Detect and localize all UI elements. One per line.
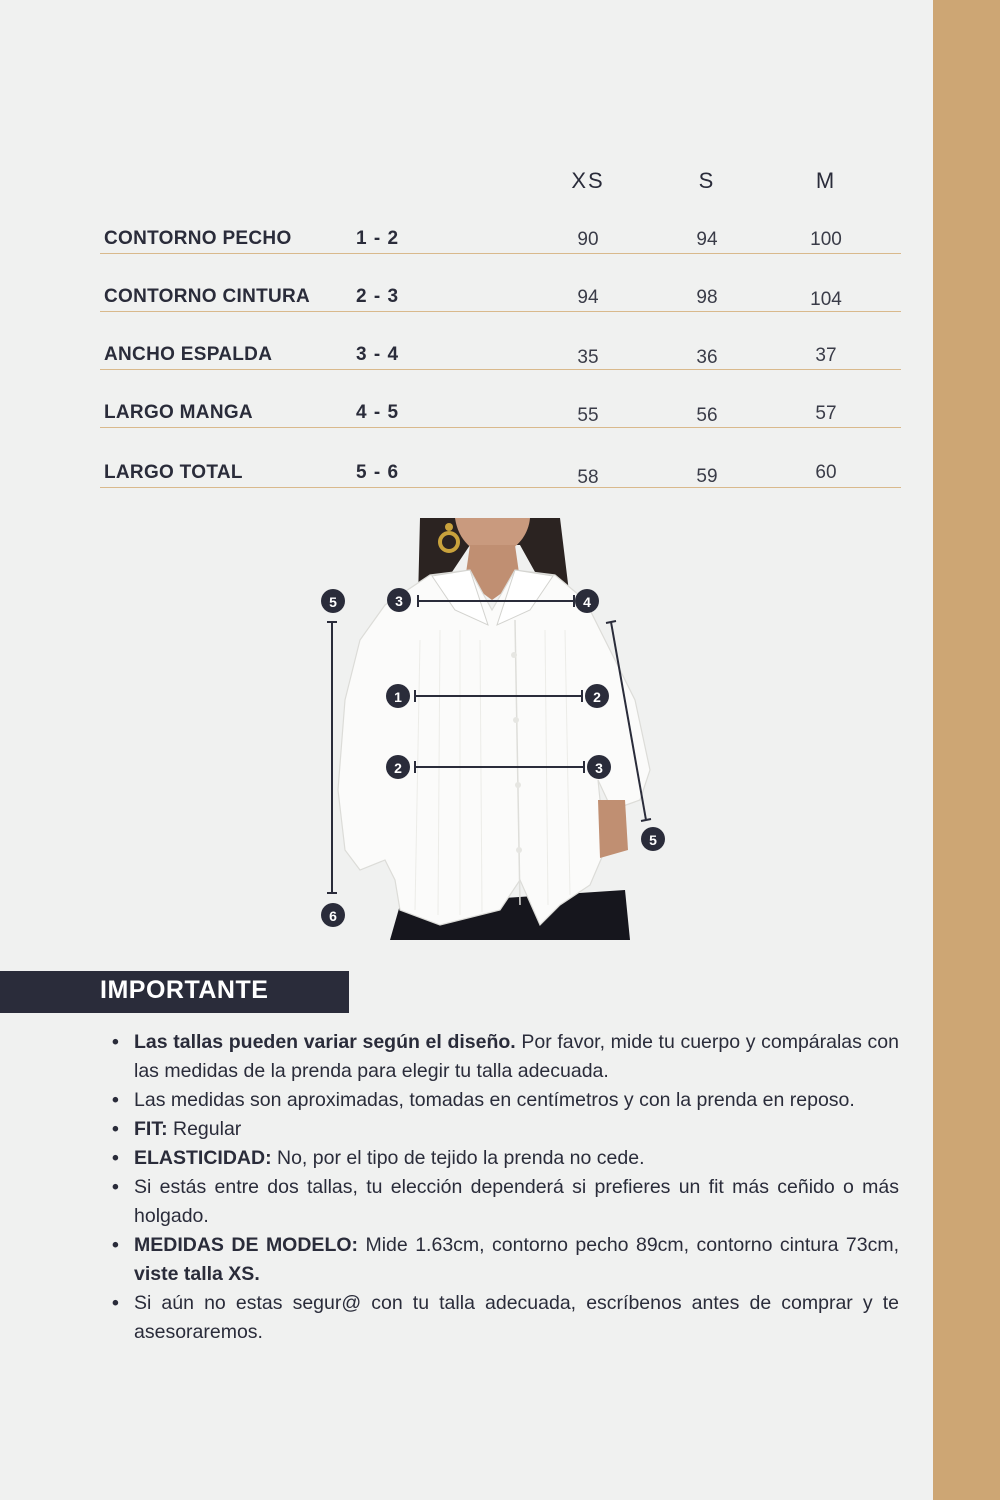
- table-row: [100, 213, 901, 254]
- row-range: 3 - 4: [356, 344, 400, 365]
- row-label: CONTORNO CINTURA: [104, 286, 311, 307]
- value-s: 98: [696, 287, 718, 308]
- table-row: [100, 447, 901, 488]
- value-s: 59: [696, 466, 718, 487]
- table-row: [100, 329, 901, 370]
- svg-text:2: 2: [394, 760, 402, 776]
- svg-text:3: 3: [595, 760, 603, 776]
- value-s: 36: [696, 347, 718, 368]
- marker-badge: [386, 684, 410, 708]
- value-xs: 94: [577, 287, 599, 308]
- list-item: • Si aún no estas segur@ con tu talla adecuada, escríbenos antes de comprar y te asesoraremos.: [110, 1289, 899, 1347]
- svg-text:4: 4: [583, 594, 591, 610]
- marker-badge: [575, 589, 599, 613]
- marker-badge: [321, 903, 345, 927]
- list-item: • MEDIDAS DE MODELO: Mide 1.63cm, contorno pecho 89cm, contorno cintura 73cm, viste talla XS.: [110, 1231, 899, 1289]
- list-item: • Las medidas son aproximadas, tomadas en centímetros y con la prenda en reposo.: [110, 1086, 899, 1115]
- svg-text:6: 6: [329, 908, 337, 924]
- value-m: 60: [815, 462, 837, 483]
- marker-badge: [585, 684, 609, 708]
- value-s: 94: [696, 229, 718, 250]
- row-range: 2 - 3: [356, 286, 400, 307]
- value-m: 104: [810, 289, 842, 310]
- value-xs: 58: [577, 467, 599, 488]
- value-xs: 35: [577, 347, 599, 368]
- svg-text:2: 2: [593, 689, 601, 705]
- model-shirt: [338, 570, 650, 925]
- value-m: 37: [815, 345, 837, 366]
- list-item: • ELASTICIDAD: No, por el tipo de tejido la prenda no cede.: [110, 1144, 899, 1173]
- row-range: 5 - 6: [356, 462, 400, 483]
- svg-text:5: 5: [329, 594, 337, 610]
- size-header-xs: XS: [571, 168, 605, 193]
- list-item: • FIT: Regular: [110, 1115, 899, 1144]
- row-label: LARGO MANGA: [104, 402, 253, 423]
- row-range: 4 - 5: [356, 402, 400, 423]
- model-shirt-diagram: [310, 515, 690, 940]
- svg-text:5: 5: [649, 832, 657, 848]
- value-m: 100: [810, 229, 842, 250]
- important-notes-list: [110, 1028, 899, 1347]
- side-accent-band: [933, 0, 1000, 1500]
- marker-badge: [386, 755, 410, 779]
- marker-badge: [387, 588, 411, 612]
- size-header-m: M: [815, 168, 837, 193]
- value-m: 57: [815, 403, 837, 424]
- list-item: • Las tallas pueden variar según el diseño. Por favor, mide tu cuerpo y compáralas con las medidas de la prenda para elegir tu talla adecuada.: [110, 1028, 899, 1086]
- row-label: LARGO TOTAL: [104, 462, 243, 483]
- row-range: 1 - 2: [356, 228, 400, 249]
- value-xs: 55: [577, 405, 599, 426]
- value-xs: 90: [577, 229, 599, 250]
- svg-text:3: 3: [395, 593, 403, 609]
- size-chart-table: [0, 0, 933, 500]
- svg-text:1: 1: [394, 689, 402, 705]
- size-header-s: S: [698, 168, 716, 193]
- row-label: ANCHO ESPALDA: [104, 344, 273, 365]
- important-title: IMPORTANTE: [100, 976, 269, 1004]
- row-label: CONTORNO PECHO: [104, 228, 292, 249]
- value-s: 56: [696, 405, 718, 426]
- marker-badge: [321, 589, 345, 613]
- marker-badge: [587, 755, 611, 779]
- marker-badge: [641, 827, 665, 851]
- table-row: [100, 387, 901, 428]
- list-item: • Si estás entre dos tallas, tu elección dependerá si prefieres un fit más ceñido o más holgado.: [110, 1173, 899, 1231]
- table-row: [100, 271, 901, 312]
